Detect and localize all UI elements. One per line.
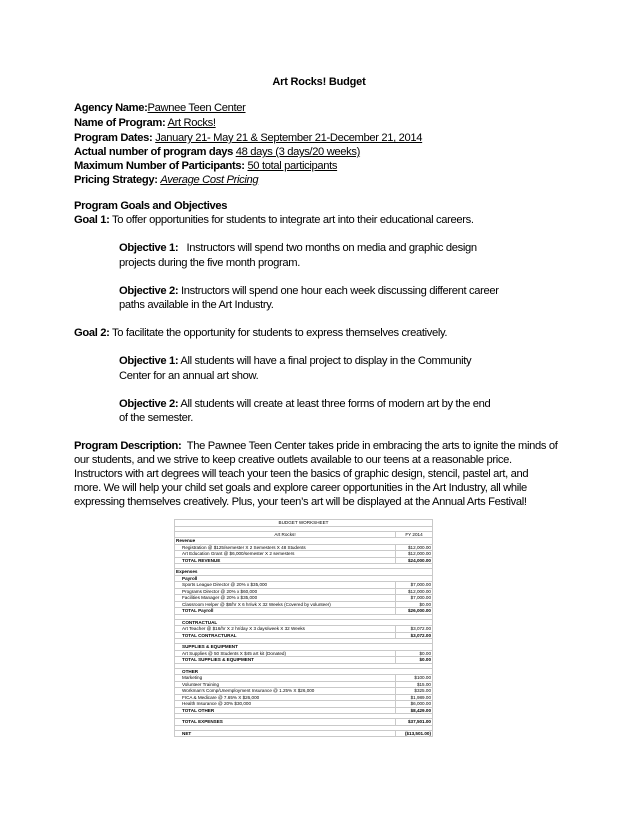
other-item-amount: $15.00 bbox=[396, 681, 433, 688]
pricing-label: Pricing Strategy: bbox=[74, 174, 158, 186]
contractual-item-label: Art Teacher @ $16/hr X 2 hr/day X 3 days/week X 32 Weeks bbox=[175, 626, 396, 633]
program-dates-value: January 21- May 21 & September 21-December 21, 2014 bbox=[155, 132, 423, 144]
goal-1-objective-1-line-1 bbox=[119, 241, 477, 255]
total-expenses-amount: $37,501.00 bbox=[396, 719, 433, 726]
program-name-value: Art Rocks! bbox=[167, 117, 216, 129]
program-days-line bbox=[74, 145, 360, 159]
payroll-item-label: Programs Director @ 20% x $60,000 bbox=[175, 588, 396, 595]
description-text-1: The Pawnee Teen Center takes pride in embracing the arts to ignite the minds of bbox=[186, 440, 558, 452]
goal-2-objective-1-label: Objective 1: bbox=[119, 355, 179, 367]
total-contractual-amount: $3,072.00 bbox=[396, 632, 433, 639]
other-item-label: Marketing bbox=[175, 675, 396, 682]
agency-line bbox=[74, 101, 246, 115]
supplies-item-amount: $0.00 bbox=[396, 650, 433, 657]
total-revenue-amount: $24,000.00 bbox=[396, 557, 433, 564]
total-contractual-label: TOTAL CONTRACTURAL bbox=[175, 632, 396, 639]
description-line-2: our students, and we strive to keep creative outlets available to our teens at a reasonable price. bbox=[74, 454, 512, 466]
revenue-item-amount: $12,000.00 bbox=[396, 551, 433, 558]
goal-2-line bbox=[74, 326, 447, 340]
goal-1-objective-1-label: Objective 1: bbox=[119, 242, 179, 254]
other-item-amount: $100.00 bbox=[396, 675, 433, 682]
contractual-heading: CONTRACTUAL bbox=[175, 619, 433, 626]
revenue-heading: Revenue bbox=[175, 538, 433, 545]
goal-1-text: To offer opportunities for students to integrate art into their educational careers. bbox=[112, 214, 474, 226]
total-supplies-label: TOTAL SUPPLIES & EQUIPMENT bbox=[175, 657, 396, 664]
revenue-item-label: Registration @ $125/semester X 2 Semesters X 48 Students bbox=[175, 544, 396, 551]
worksheet-program: Art Rocks! bbox=[175, 531, 396, 538]
goal-2-objective-1-line-1 bbox=[119, 354, 471, 368]
payroll-item-amount: $7,000.00 bbox=[396, 595, 433, 602]
other-item-amount: $6,000.00 bbox=[396, 701, 433, 708]
goal-2-label: Goal 2: bbox=[74, 327, 110, 339]
payroll-item-label: Classroom Helper @ $8/hr X 6 hr/wk X 32 Weeks (Covered by volunteer) bbox=[175, 601, 396, 608]
payroll-item-amount: $7,000.00 bbox=[396, 582, 433, 589]
net-row bbox=[175, 730, 433, 737]
expenses-heading: Expenses bbox=[175, 569, 433, 576]
goal-1-objective-1-line-2: projects during the five month program. bbox=[119, 257, 300, 269]
other-item-label: Volunteer Training bbox=[175, 681, 396, 688]
description-line-1 bbox=[74, 439, 558, 453]
max-participants-line bbox=[74, 159, 337, 173]
total-supplies-amount: $0.00 bbox=[396, 657, 433, 664]
payroll-item-label: Sports League Director @ 20% x $35,000 bbox=[175, 582, 396, 589]
description-line-5: expressing themselves creatively. Plus, your teen’s art will be displayed at the Annual Arts Festival! bbox=[74, 496, 527, 508]
goal-1-objective-2-text-1: Instructors will spend one hour each week discussing different career bbox=[181, 285, 499, 297]
goal-1-objective-1-text-1: Instructors will spend two months on media and graphic design bbox=[186, 242, 477, 254]
total-other-amount: $8,429.00 bbox=[396, 707, 433, 714]
supplies-item-label: Art Supplies @ 50 Students X $45 art kit (Donated) bbox=[175, 650, 396, 657]
contractual-item-amount: $3,072.00 bbox=[396, 626, 433, 633]
total-payroll-label: TOTAL Payroll bbox=[175, 608, 396, 615]
goal-1-label: Goal 1: bbox=[74, 214, 110, 226]
total-expenses-label: TOTAL EXPENSES bbox=[175, 719, 396, 726]
revenue-item-amount: $12,000.00 bbox=[396, 544, 433, 551]
goals-heading: Program Goals and Objectives bbox=[74, 200, 228, 212]
max-participants-label: Maximum Number of Participants: bbox=[74, 160, 245, 172]
max-participants-value: 50 total participants bbox=[247, 160, 338, 172]
other-item-amount: $325.00 bbox=[396, 688, 433, 695]
program-name-line bbox=[74, 116, 216, 130]
payroll-item-label: Facilities Manager @ 20% x $35,000 bbox=[175, 595, 396, 602]
total-revenue-label: TOTAL REVENUE bbox=[175, 557, 396, 564]
description-line-3: Instructors with art degrees will teach your teen the basics of graphic design, stencil, pastel art, and bbox=[74, 468, 529, 480]
worksheet-fy: FY 2014 bbox=[396, 531, 433, 538]
goal-2-objective-1-text-1: All students will have a final project to display in the Community bbox=[180, 355, 472, 367]
description-label: Program Description: bbox=[74, 440, 182, 452]
total-other-label: TOTAL OTHER bbox=[175, 707, 396, 714]
goal-1-objective-2-line-2: paths available in the Art Industry. bbox=[119, 299, 274, 311]
net-label: NET bbox=[175, 730, 396, 737]
pricing-line bbox=[74, 173, 258, 187]
document-title: Art Rocks! Budget bbox=[272, 76, 366, 88]
payroll-heading: Payroll bbox=[175, 575, 433, 582]
program-dates-label: Program Dates: bbox=[74, 132, 153, 144]
other-item-label: FICA & Medicare @ 7.65% X $26,000 bbox=[175, 694, 396, 701]
agency-label: Agency Name: bbox=[74, 102, 148, 114]
goal-2-objective-1-line-2: Center for an annual art show. bbox=[119, 370, 259, 382]
program-days-label: Actual number of program days bbox=[74, 146, 233, 158]
goal-1-objective-2-line-1 bbox=[119, 284, 499, 298]
goal-2-objective-2-label: Objective 2: bbox=[119, 398, 179, 410]
supplies-heading: SUPPLIES & EQUIPMENT bbox=[175, 644, 433, 651]
pricing-value: Average Cost Pricing bbox=[160, 174, 259, 186]
worksheet-title: BUDGET WORKSHEET bbox=[175, 520, 433, 527]
goal-2-objective-2-line-1 bbox=[119, 397, 490, 411]
other-heading: OTHER bbox=[175, 668, 433, 675]
budget-worksheet-table bbox=[174, 519, 433, 737]
goal-1-line bbox=[74, 213, 474, 227]
program-days-value: 48 days (3 days/20 weeks) bbox=[235, 146, 361, 158]
other-item-amount: $1,989.00 bbox=[396, 694, 433, 701]
program-name-label: Name of Program: bbox=[74, 117, 166, 129]
revenue-item-label: Art Education Grant @ $6,000/semester X 2 semesters bbox=[175, 551, 396, 558]
program-dates-line bbox=[74, 131, 422, 145]
agency-value: Pawnee Teen Center bbox=[147, 102, 246, 114]
payroll-item-amount: $0.00 bbox=[396, 601, 433, 608]
other-item-label: Health Insurance @ 20% $30,000 bbox=[175, 701, 396, 708]
goal-2-text: To facilitate the opportunity for students to express themselves creatively. bbox=[112, 327, 448, 339]
goal-2-objective-2-line-2: of the semester. bbox=[119, 412, 193, 424]
goal-2-objective-2-text-1: All students will create at least three forms of modern art by the end bbox=[180, 398, 491, 410]
description-line-4: more. We will help your child set goals and explore career opportunities in the Art Industry, all while bbox=[74, 482, 527, 494]
other-item-label: Workman's Comp/Unemployment Insurance @ 1.25% X $26,000 bbox=[175, 688, 396, 695]
total-payroll-amount: $26,000.00 bbox=[396, 608, 433, 615]
net-amount: ($13,501.00) bbox=[396, 730, 433, 737]
goal-1-objective-2-label: Objective 2: bbox=[119, 285, 179, 297]
payroll-item-amount: $12,000.00 bbox=[396, 588, 433, 595]
